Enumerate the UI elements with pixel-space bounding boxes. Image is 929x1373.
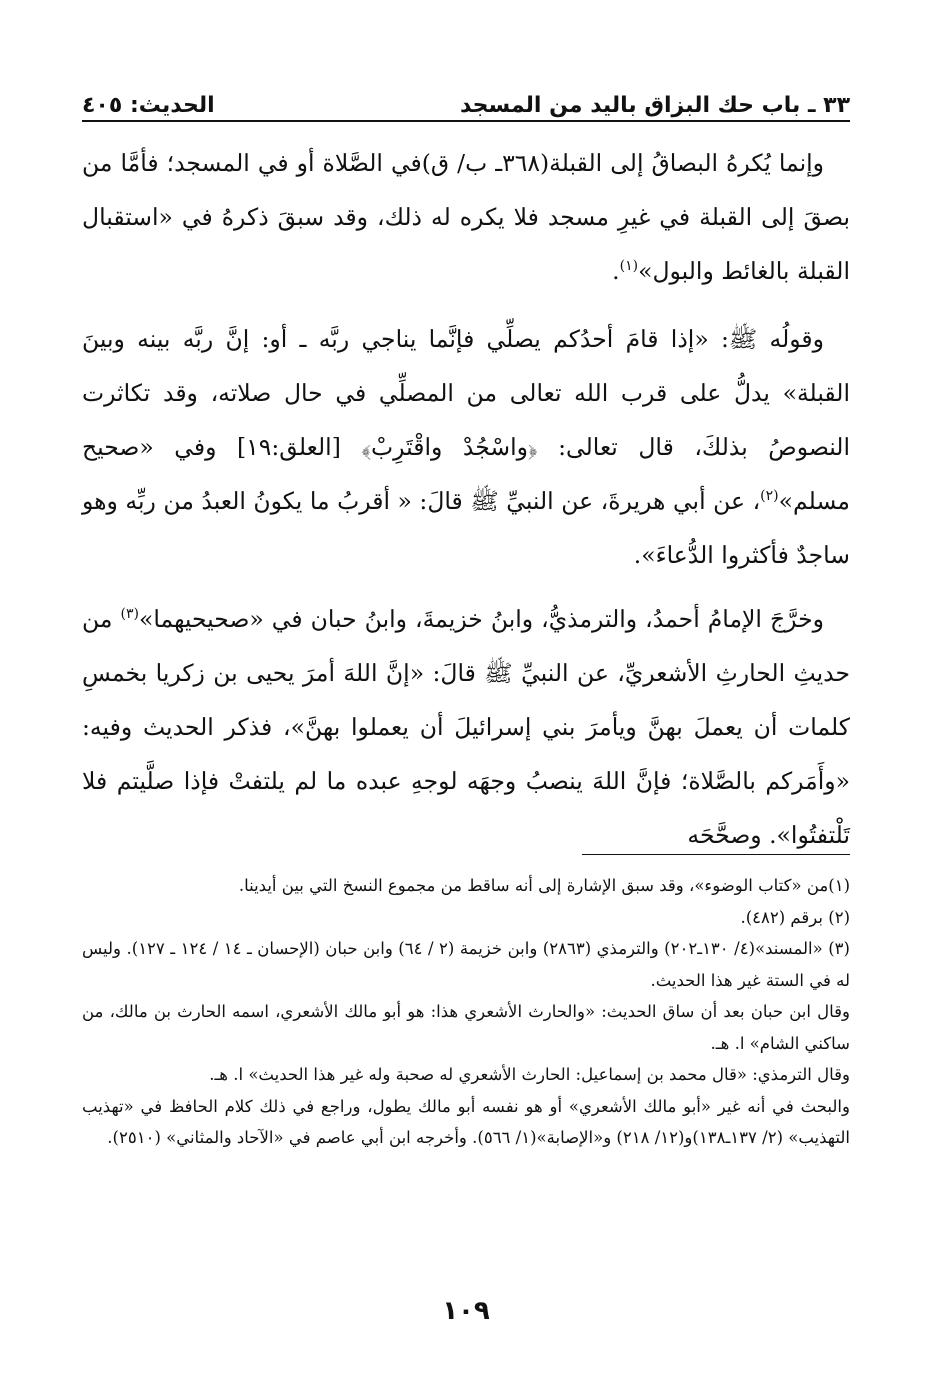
footnote-1: (١)من «كتاب الوضوء»، وقد سبق الإشارة إلى أنه ساقط من مجموع النسخ التي بين أيدينا. (238, 876, 850, 895)
paragraph-3-text: وخرَّجَ الإمامُ أحمدُ، والترمذيُّ، وابنُ خزيمةَ، وابنُ حبان في «صحيحيهما» (138, 605, 824, 633)
main-text (82, 136, 850, 876)
footnote-3-discussion: والبحث في أنه غير «أبو مالك الأشعري» أو هو نفسه أبو مالك يطول، وراجع في ذلك كلام الحافظ في «تهذيب التهذيب» (٢/ ١٣٧ـ١٣٨)و(١٢/ ٢١٨) و«الإصابة»(١/ ٥٦٦). وأخرجه ابن أبي عاصم في «الآحاد والمثاني» (٢٥١٠). (82, 1096, 850, 1147)
paragraph-3-tail: من حديثِ الحارثِ الأشعريِّ، عن النبيِّ ﷺ قالَ: «إنَّ اللهَ أمرَ يحيى بن زكريا بخمسِ كلمات أن يعملَ بهنَّ ويأمرَ بني إسرائيلَ أن يعملوا بهنَّ»، فذكر الحديث وفيه: «وأَمَركم بالصَّلاة؛ فإنَّ اللهَ ينصبُ وجهَه لوجهِ عبده ما لم يلتفتْ فإذا صلَّيتم فلا تَلْتفتُوا». وصحَّحَه (82, 605, 850, 849)
header-rule (82, 120, 850, 122)
paragraph-3 (82, 592, 850, 862)
footnote-ref-2[interactable]: (٢) (760, 488, 779, 505)
footnote-3-ibn-hibban: وقال ابن حبان بعد أن ساق الحديث: «والحارث الأشعري هذا: هو أبو مالك الأشعري، اسمه الحارث بن مالك، من ساكني الشام» ا. هـ. (82, 1002, 850, 1053)
page-number: ١٠٩ (442, 1296, 490, 1326)
chapter-title: ٣٣ ـ باب حك البزاق باليد من المسجد (459, 93, 850, 118)
paragraph-2-text: وقولُه ﷺ: «إذا قامَ أحدُكم يصلِّي فإنَّما يناجي ربَّه ـ أو: إنَّ ربَّه بينه وبينَ القبلة» يدلُّ على قرب الله تعالى من المصلِّي في حال صلاته، وقد تكاثرت النصوصُ بذلكَ، قال تعالى: ﴿واسْجُدْ واقْتَرِبْ﴾ [العلق:١٩] وفي «صحيح مسلم» (82, 325, 850, 515)
paragraph-1-text: وإنما يُكرهُ البصاقُ إلى القبلة(٣٦٨ـ ب/ ق)في الصَّلاة أو في المسجد؛ فأمَّا من بصقَ إلى القبلة في غيرِ مسجد فلا يكره له ذلك، وقد سبقَ ذكرهُ في «استقبال القبلة بالغائط والبول» (82, 149, 850, 285)
hadith-number: الحديث: ٤٠٥ (82, 93, 215, 118)
footnotes (82, 870, 850, 1154)
footnote-3: (٣) «المسند»(٤/ ١٣٠ـ٢٠٢) والترمذي (٢٨٦٣) وابن خزيمة (٢ / ٦٤) وابن حبان (الإحسان ـ ١٤ / ١٢٤ ـ ١٢٧). وليس له في الستة غير هذا الحديث. (82, 939, 850, 990)
footnote-2: (٢) برقم (٤٨٢). (740, 907, 850, 927)
paragraph-2 (82, 312, 850, 582)
paragraph-1 (82, 136, 850, 298)
paragraph-2-tail: ، عن أبي هريرةَ، عن النبيِّ ﷺ قالَ: « أقربُ ما يكونُ العبدُ من ربِّه وهو ساجدٌ فأكثروا الدُّعاءَ». (82, 487, 850, 569)
footnote-ref-1[interactable]: (١) (619, 258, 639, 275)
footnote-ref-3[interactable]: (٣) (120, 606, 139, 623)
book-page (82, 78, 850, 1338)
running-header (82, 78, 850, 118)
paragraph-1-tail: . (612, 257, 620, 285)
footnote-3-tirmidhi: وقال الترمذي: «قال محمد بن إسماعيل: الحارث الأشعري له صحبة وله غير هذا الحديث» ا. هـ. (209, 1065, 850, 1084)
footnote-separator (582, 854, 850, 855)
